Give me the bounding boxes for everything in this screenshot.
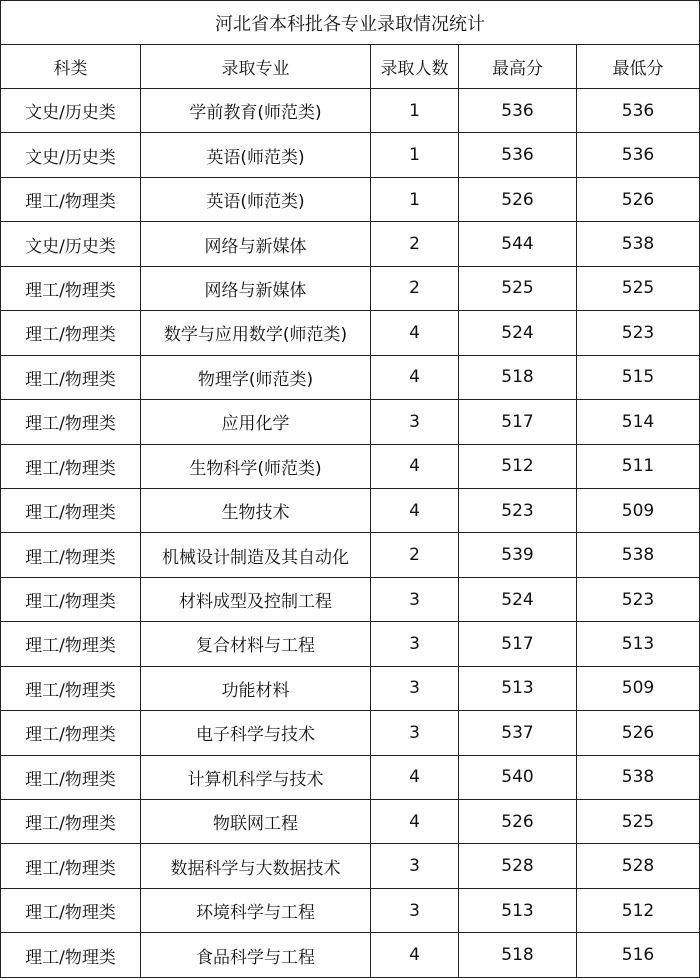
cell-major: 复合材料与工程 — [141, 622, 371, 666]
cell-highest-score: 544 — [459, 222, 577, 266]
cell-highest-score: 518 — [459, 933, 577, 977]
cell-category: 理工/物理类 — [1, 266, 141, 310]
cell-highest-score: 512 — [459, 444, 577, 488]
table-row — [1, 400, 700, 444]
cell-lowest-score: 536 — [577, 133, 700, 177]
cell-highest-score: 539 — [459, 533, 577, 577]
cell-highest-score: 536 — [459, 89, 577, 133]
table-row — [1, 711, 700, 755]
cell-admitted-count: 3 — [371, 888, 459, 932]
cell-major: 应用化学 — [141, 400, 371, 444]
table-row — [1, 311, 700, 355]
cell-admitted-count: 4 — [371, 311, 459, 355]
table-row — [1, 622, 700, 666]
cell-major: 食品科学与工程 — [141, 933, 371, 977]
title-row — [1, 1, 700, 45]
cell-category: 理工/物理类 — [1, 888, 141, 932]
table-row — [1, 888, 700, 932]
cell-lowest-score: 538 — [577, 222, 700, 266]
cell-major: 英语(师范类) — [141, 133, 371, 177]
cell-highest-score: 524 — [459, 311, 577, 355]
header-admitted-count: 录取人数 — [371, 45, 459, 89]
cell-admitted-count: 2 — [371, 222, 459, 266]
table-row — [1, 533, 700, 577]
cell-major: 生物科学(师范类) — [141, 444, 371, 488]
cell-major: 功能材料 — [141, 666, 371, 710]
cell-admitted-count: 2 — [371, 533, 459, 577]
cell-admitted-count: 1 — [371, 133, 459, 177]
cell-lowest-score: 516 — [577, 933, 700, 977]
table-row — [1, 666, 700, 710]
table-row — [1, 488, 700, 532]
cell-major: 物联网工程 — [141, 800, 371, 844]
cell-category: 理工/物理类 — [1, 444, 141, 488]
cell-admitted-count: 3 — [371, 844, 459, 888]
cell-category: 理工/物理类 — [1, 177, 141, 221]
cell-highest-score: 540 — [459, 755, 577, 799]
cell-lowest-score: 538 — [577, 755, 700, 799]
cell-lowest-score: 538 — [577, 533, 700, 577]
table-row — [1, 800, 700, 844]
table-row — [1, 755, 700, 799]
cell-major: 网络与新媒体 — [141, 222, 371, 266]
header-category: 科类 — [1, 45, 141, 89]
cell-category: 理工/物理类 — [1, 844, 141, 888]
cell-category: 理工/物理类 — [1, 800, 141, 844]
cell-major: 计算机科学与技术 — [141, 755, 371, 799]
cell-major: 网络与新媒体 — [141, 266, 371, 310]
cell-category: 文史/历史类 — [1, 133, 141, 177]
table-row — [1, 177, 700, 221]
cell-admitted-count: 4 — [371, 933, 459, 977]
cell-category: 理工/物理类 — [1, 755, 141, 799]
cell-category: 理工/物理类 — [1, 622, 141, 666]
table-row — [1, 577, 700, 621]
cell-lowest-score: 526 — [577, 177, 700, 221]
table-row — [1, 133, 700, 177]
cell-admitted-count: 2 — [371, 266, 459, 310]
cell-category: 理工/物理类 — [1, 488, 141, 532]
cell-category: 文史/历史类 — [1, 89, 141, 133]
cell-highest-score: 524 — [459, 577, 577, 621]
cell-lowest-score: 512 — [577, 888, 700, 932]
cell-major: 物理学(师范类) — [141, 355, 371, 399]
cell-highest-score: 523 — [459, 488, 577, 532]
cell-category: 理工/物理类 — [1, 311, 141, 355]
cell-major: 英语(师范类) — [141, 177, 371, 221]
cell-admitted-count: 1 — [371, 177, 459, 221]
cell-highest-score: 517 — [459, 622, 577, 666]
cell-admitted-count: 1 — [371, 89, 459, 133]
cell-admitted-count: 4 — [371, 488, 459, 532]
cell-admitted-count: 3 — [371, 400, 459, 444]
cell-lowest-score: 536 — [577, 89, 700, 133]
table-body — [1, 1, 700, 978]
cell-lowest-score: 515 — [577, 355, 700, 399]
cell-category: 理工/物理类 — [1, 400, 141, 444]
cell-category: 理工/物理类 — [1, 711, 141, 755]
cell-highest-score: 528 — [459, 844, 577, 888]
cell-major: 环境科学与工程 — [141, 888, 371, 932]
cell-category: 理工/物理类 — [1, 666, 141, 710]
cell-admitted-count: 4 — [371, 355, 459, 399]
cell-major: 生物技术 — [141, 488, 371, 532]
cell-admitted-count: 4 — [371, 755, 459, 799]
cell-highest-score: 537 — [459, 711, 577, 755]
cell-major: 数学与应用数学(师范类) — [141, 311, 371, 355]
cell-admitted-count: 3 — [371, 622, 459, 666]
cell-major: 学前教育(师范类) — [141, 89, 371, 133]
cell-admitted-count: 4 — [371, 444, 459, 488]
cell-admitted-count: 3 — [371, 666, 459, 710]
cell-highest-score: 526 — [459, 177, 577, 221]
table-row — [1, 89, 700, 133]
cell-lowest-score: 526 — [577, 711, 700, 755]
table-title: 河北省本科批各专业录取情况统计 — [1, 1, 700, 45]
table-row — [1, 222, 700, 266]
cell-lowest-score: 511 — [577, 444, 700, 488]
table-row — [1, 444, 700, 488]
cell-highest-score: 525 — [459, 266, 577, 310]
cell-lowest-score: 523 — [577, 577, 700, 621]
table-row — [1, 844, 700, 888]
cell-highest-score: 513 — [459, 888, 577, 932]
cell-highest-score: 536 — [459, 133, 577, 177]
cell-highest-score: 513 — [459, 666, 577, 710]
cell-major: 数据科学与大数据技术 — [141, 844, 371, 888]
cell-lowest-score: 525 — [577, 800, 700, 844]
cell-category: 理工/物理类 — [1, 933, 141, 977]
cell-highest-score: 517 — [459, 400, 577, 444]
cell-admitted-count: 3 — [371, 711, 459, 755]
cell-lowest-score: 525 — [577, 266, 700, 310]
cell-category: 理工/物理类 — [1, 577, 141, 621]
header-lowest-score: 最低分 — [577, 45, 700, 89]
cell-lowest-score: 513 — [577, 622, 700, 666]
cell-admitted-count: 4 — [371, 800, 459, 844]
cell-lowest-score: 509 — [577, 666, 700, 710]
cell-lowest-score: 523 — [577, 311, 700, 355]
cell-highest-score: 518 — [459, 355, 577, 399]
header-highest-score: 最高分 — [459, 45, 577, 89]
cell-lowest-score: 509 — [577, 488, 700, 532]
table-row — [1, 266, 700, 310]
cell-admitted-count: 3 — [371, 577, 459, 621]
table-row — [1, 933, 700, 977]
cell-category: 文史/历史类 — [1, 222, 141, 266]
cell-highest-score: 526 — [459, 800, 577, 844]
cell-category: 理工/物理类 — [1, 533, 141, 577]
cell-category: 理工/物理类 — [1, 355, 141, 399]
cell-major: 机械设计制造及其自动化 — [141, 533, 371, 577]
header-major: 录取专业 — [141, 45, 371, 89]
cell-major: 材料成型及控制工程 — [141, 577, 371, 621]
cell-major: 电子科学与技术 — [141, 711, 371, 755]
cell-lowest-score: 514 — [577, 400, 700, 444]
cell-lowest-score: 528 — [577, 844, 700, 888]
table-row — [1, 355, 700, 399]
header-row — [1, 45, 700, 89]
